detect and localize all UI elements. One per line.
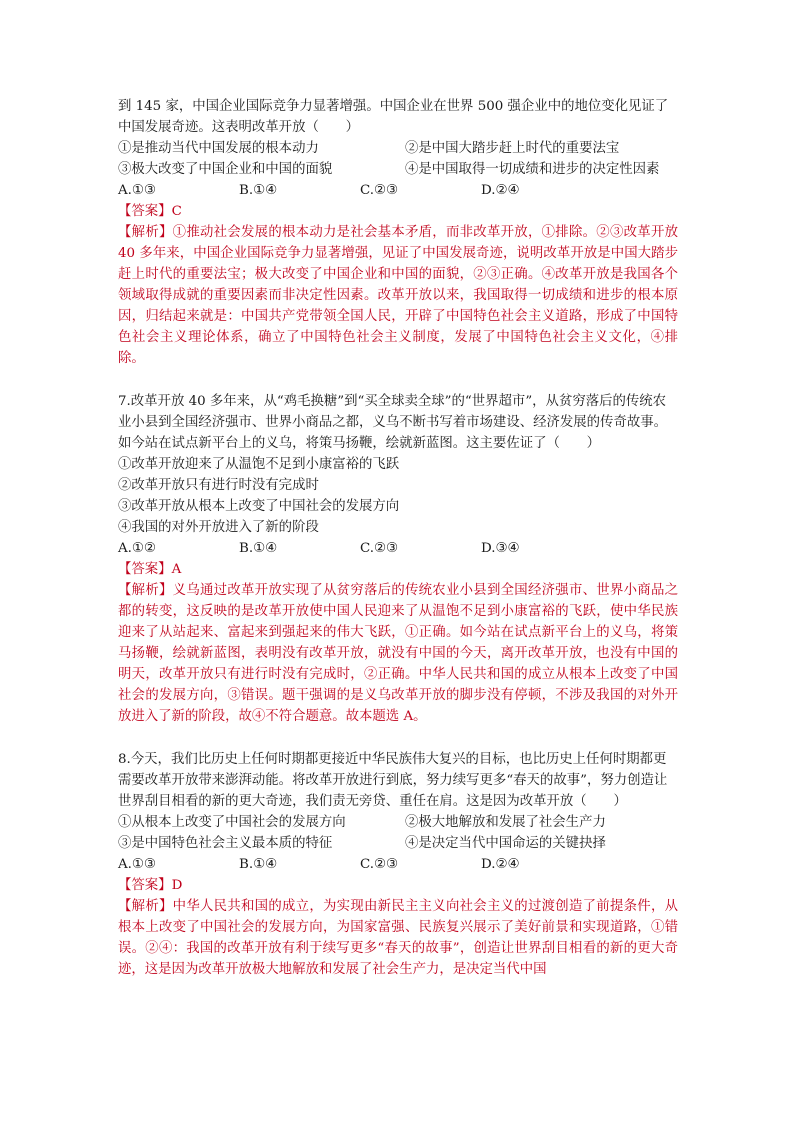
q7-choice-b: B.①④	[239, 541, 278, 556]
q8-choice-a: A.①③	[118, 857, 156, 872]
q7-answer	[118, 559, 678, 580]
q6-analysis	[118, 222, 678, 369]
q7-option-2: ②改革开放只有进行时没有完成时	[118, 478, 319, 493]
q8-choice-c: C.②③	[360, 857, 399, 872]
q6-choice-a: A.①③	[118, 183, 156, 198]
q7-choice-a: A.①②	[118, 541, 156, 556]
q7-option-1: ①改革开放迎来了从温饱不足到小康富裕的飞跃	[118, 457, 400, 472]
q6-option-4: ④是中国取得一切成绩和进步的决定性因素	[405, 162, 660, 177]
q7-choice-c: C.②③	[360, 541, 399, 556]
q7-analysis-label: 【解析】	[118, 583, 173, 598]
q6-choice-d: D.②④	[481, 183, 520, 198]
q8-analysis-label: 【解析】	[118, 899, 173, 914]
q7-option-3: ③改革开放从根本上改变了中国社会的发展方向	[118, 499, 400, 514]
q6-option-2: ②是中国大踏步赶上时代的重要法宝	[405, 141, 620, 156]
q8-stem: 8.今天，我们比历史上任何时期都更接近中华民族伟大复兴的目标，也比历史上任何时期都更需要改革开放带来澎湃动能。将改革开放进行到底，努力续写更多“春天的故事”，努力创造让世界刮目相看的新的更大奇迹，我们责无旁贷、重任在肩。这是因为改革开放（ ）	[118, 752, 668, 809]
q6-choice-c: C.②③	[360, 183, 399, 198]
q8-answer-label: 【答案】	[118, 878, 172, 893]
q7-answer-value: A	[171, 562, 182, 577]
q7-choice-d: D.③④	[481, 541, 520, 556]
q6-choices	[118, 180, 678, 201]
q7-analysis	[118, 580, 678, 727]
q6-answer	[118, 201, 678, 222]
q8-choice-d: D.②④	[481, 857, 520, 872]
q8-option-4: ④是决定当代中国命运的关键抉择	[405, 836, 606, 851]
q8-options-row-2	[118, 833, 678, 854]
q6-options-row-2	[118, 159, 678, 180]
q7-stem: 7.改革开放 40 多年来，从“鸡毛换糖”到“买全球卖全球”的“世界超市”，从贫穷落后的传统农业小县到全国经济强市、世界小商品之都，义乌不断书写着市场建设、经济发展的传奇故事。如今站在试点新平台上的义乌，将策马扬鞭，绘就新蓝图。这主要佐证了（ ）	[118, 394, 668, 451]
q8-option-3: ③是中国特色社会主义最本质的特征	[118, 836, 333, 851]
q7-choices	[118, 538, 678, 559]
q8-choices	[118, 854, 678, 875]
q6-stem: 到 145 家，中国企业国际竞争力显著增强。中国企业在世界 500 强企业中的地位变化见证了中国发展奇迹。这表明改革开放（ ）	[118, 99, 669, 135]
q8-answer-value: D	[171, 878, 183, 893]
q8-options-row-1	[118, 812, 678, 833]
document-content	[118, 96, 678, 980]
q8-analysis-text: 中华人民共和国的成立，为实现由新民主主义向社会主义的过渡创造了前提条件，从根本上改变了中国社会的发展方向，为国家富强、民族复兴展示了美好前景和实现道路，①错误。②④：我国的改革开放有利于续写更多“春天的故事”，创造让世界刮目相看的新的更大奇迹，这是因为改革开放极大地解放和发展了社会生产力，是决定当代中国	[118, 899, 679, 977]
q7-analysis-text: 义乌通过改革开放实现了从贫穷落后的传统农业小县到全国经济强市、世界小商品之都的转变，这反映的是改革开放使中国人民迎来了从温饱不足到小康富裕的飞跃，使中华民族迎来了从站起来、富起来到强起来的伟大飞跃，①正确。如今站在试点新平台上的义乌，将策马扬鞭，绘就新蓝图，表明没有改革开放，就没有中国的今天，离开改革开放，也没有中国的明天，改革开放只有进行时没有完成时，②正确。中华人民共和国的成立从根本上改变了中国社会的发展方向，③错误。题干强调的是义乌改革开放的脚步没有停顿，不涉及我国的对外开放进入了新的阶段，故④不符合题意。故本题选 A。	[118, 583, 679, 724]
q6-choice-b: B.①④	[239, 183, 278, 198]
q6-analysis-text: ①推动社会发展的根本动力是社会基本矛盾，而非改革开放，①排除。②③改革开放 40 多年来，中国企业国际竞争力显著增强，见证了中国发展奇迹，说明改革开放是中国大踏步赶上时代的重要法宝；极大改变了中国企业和中国的面貌，②③正确。④改革开放是我国各个领域取得成就的重要因素而非决定性因素。改革开放以来，我国取得一切成绩和进步的根本原因，归结起来就是：中国共产党带领全国人民，开辟了中国特色社会主义道路，形成了中国特色社会主义理论体系，确立了中国特色社会主义制度，发展了中国特色社会主义文化，④排除。	[118, 225, 679, 366]
q6-answer-label: 【答案】	[118, 204, 172, 219]
q6-options-row-1	[118, 138, 678, 159]
q8-analysis	[118, 896, 678, 980]
q6-answer-value: C	[171, 204, 182, 219]
q6-analysis-label: 【解析】	[118, 225, 173, 240]
q6-option-1: ①是推动当代中国发展的根本动力	[118, 141, 319, 156]
q7-answer-label: 【答案】	[118, 562, 172, 577]
q7-option-4: ④我国的对外开放进入了新的阶段	[118, 520, 319, 535]
q6-option-3: ③极大改变了中国企业和中国的面貌	[118, 162, 333, 177]
q8-option-2: ②极大地解放和发展了社会生产力	[405, 815, 606, 830]
q8-option-1: ①从根本上改变了中国社会的发展方向	[118, 815, 346, 830]
q8-choice-b: B.①④	[239, 857, 278, 872]
q8-answer	[118, 875, 678, 896]
